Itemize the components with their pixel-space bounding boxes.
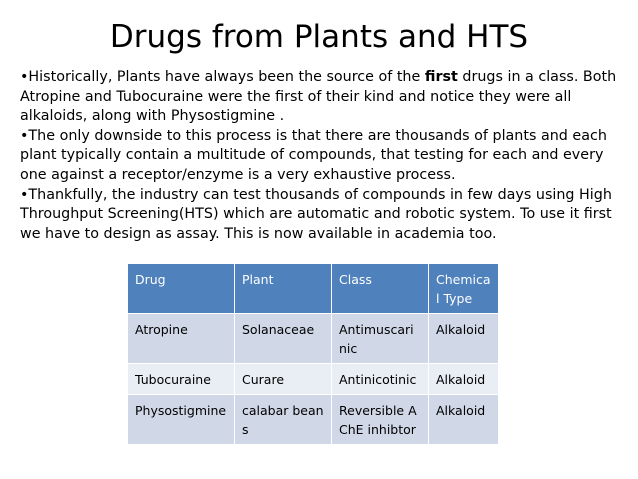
bullet-list — [20, 68, 630, 244]
bullet-text: drugs in a class. Both Atropine and Tubocuraine were the first of their kind and notice they were all alkaloids, along with Physostigmine . — [20, 69, 617, 125]
cell-drug: Tubocuraine — [128, 364, 235, 395]
cell-class: Reversible AChE inhibtor — [332, 395, 429, 445]
header-chemical-type: Chemical Type — [429, 264, 499, 314]
table-row — [128, 395, 499, 445]
cell-class: Antinicotinic — [332, 364, 429, 395]
cell-chemical-type: Alkaloid — [429, 395, 499, 445]
bullet-item — [20, 68, 630, 127]
cell-plant: calabar beans — [235, 395, 332, 445]
table-header-row — [128, 264, 499, 314]
table-row — [128, 314, 499, 364]
cell-chemical-type: Alkaloid — [429, 314, 499, 364]
table-row — [128, 364, 499, 395]
cell-drug: Physostigmine — [128, 395, 235, 445]
cell-chemical-type: Alkaloid — [429, 364, 499, 395]
cell-class: Antimuscarinic — [332, 314, 429, 364]
cell-plant: Solanaceae — [235, 314, 332, 364]
bullet-item: •Thankfully, the industry can test thousands of compounds in few days using High Throughput Screening(HTS) which are automatic and robotic system. To use it first we have to design as assay. This is now available in academia too. — [20, 186, 612, 242]
slide-title: Drugs from Plants and HTS — [109, 19, 529, 55]
header-class: Class — [332, 264, 429, 314]
cell-plant: Curare — [235, 364, 332, 395]
cell-drug: Atropine — [128, 314, 235, 364]
bullet-text: •Historically, Plants have always been the source of the — [20, 69, 425, 85]
bullet-item: •The only downside to this process is that there are thousands of plants and each plant typically contain a multitude of compounds, that testing for each and every one against a receptor/enzyme is a very exhaustive process. — [20, 127, 607, 183]
drug-table — [127, 263, 499, 445]
header-plant: Plant — [235, 264, 332, 314]
bullet-bold-text: first — [424, 69, 458, 85]
header-drug: Drug — [128, 264, 235, 314]
